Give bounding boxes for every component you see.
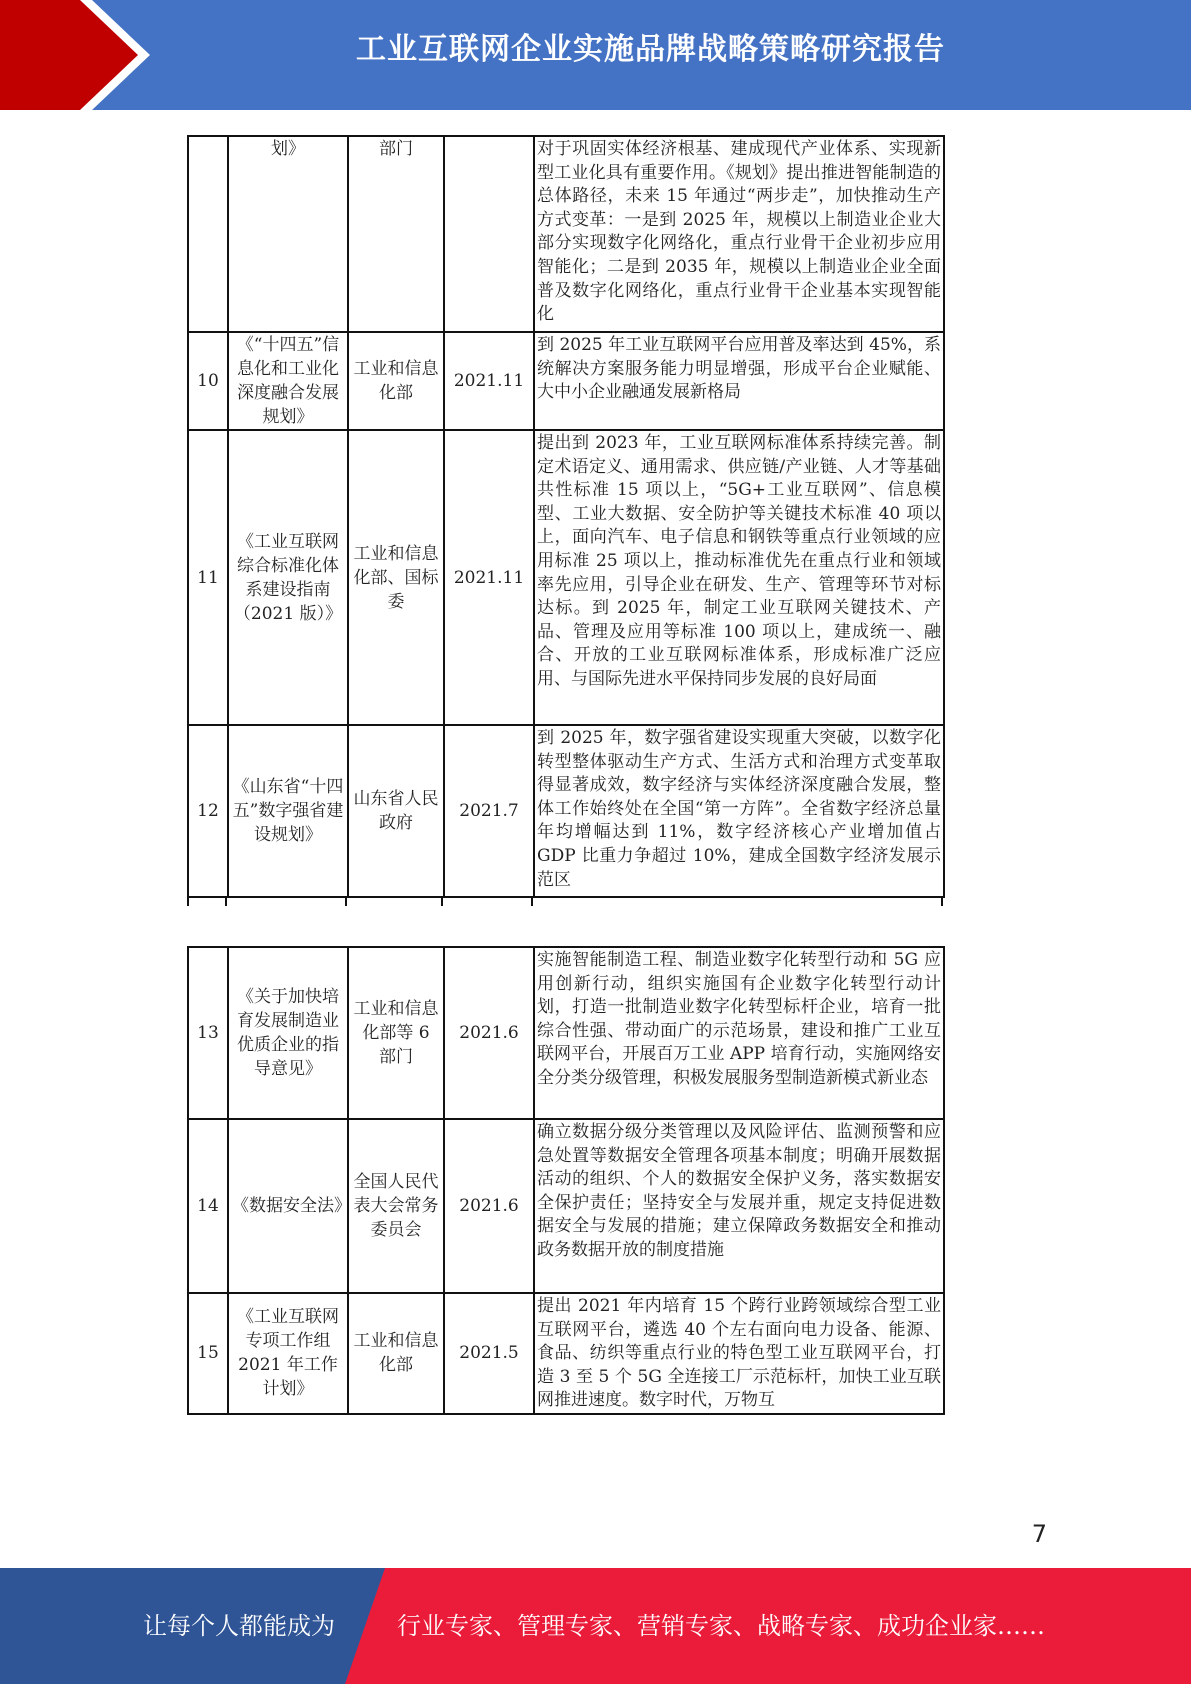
row-number: 10	[188, 332, 228, 430]
policy-date: 2021.5	[444, 1293, 534, 1414]
table-row	[188, 947, 944, 1119]
policy-department: 全国人民代表大会常务委员会	[348, 1119, 444, 1293]
policy-description: 到 2025 年工业互联网平台应用普及率达到 45%，系统解决方案服务能力明显增强，形成平台企业赋能、大中小企业融通发展新格局	[534, 332, 944, 430]
policy-department: 部门	[348, 136, 444, 332]
row-number: 13	[188, 947, 228, 1119]
policy-description: 到 2025 年，数字强省建设实现重大突破，以数字化转型整体驱动生产方式、生活方式和治理方式变革取得显著成效，数字经济与实体经济深度融合发展，整体工作始终处在全国“第一方阵”。全省数字经济总量年均增幅达到 11%，数字经济核心产业增加值占 GDP 比重力争超过 10%，建成全国数字经济发展示范区	[534, 725, 944, 897]
row-number: 11	[188, 430, 228, 725]
policy-name: 《数据安全法》	[228, 1119, 348, 1293]
policy-department: 工业和信息化部	[348, 1293, 444, 1414]
policy-department: 工业和信息化部等 6 部门	[348, 947, 444, 1119]
policy-department: 工业和信息化部、国标委	[348, 430, 444, 725]
policy-description: 提出到 2023 年，工业互联网标准体系持续完善。制定术语定义、通用需求、供应链/产业链、人才等基础共性标准 15 项以上，“5G+工业互联网”、信息模型、工业大数据、安全防护等关键技术标准 40 项以上，面向汽车、电子信息和钢铁等重点行业领域的应用标准 25 项以上，推动标准优先在重点行业和领域率先应用，引导企业在研发、生产、管理等环节对标达标。到 2025 年，制定工业互联网关键技术、产品、管理及应用等标准 100 项以上，建成统一、融合、开放的工业互联网标准体系，形成标准广泛应用、与国际先进水平保持同步发展的良好局面	[534, 430, 944, 725]
row-number: 15	[188, 1293, 228, 1414]
policy-date: 2021.6	[444, 1119, 534, 1293]
policy-date	[444, 136, 534, 332]
table-row	[188, 1119, 944, 1293]
policy-date: 2021.7	[444, 725, 534, 897]
policy-table-part-2	[187, 946, 945, 1415]
footer-banner	[0, 1568, 1191, 1684]
row-number: 14	[188, 1119, 228, 1293]
policy-name: 《山东省“十四五”数字强省建设规划》	[228, 725, 348, 897]
footer-slogan-left: 让每个人都能成为	[143, 1612, 335, 1640]
footer-slogan-right: 行业专家、管理专家、营销专家、战略专家、成功企业家……	[397, 1612, 1045, 1640]
policy-date: 2021.11	[444, 332, 534, 430]
policy-name: 《工业互联网专项工作组 2021 年工作计划》	[228, 1293, 348, 1414]
table-row	[188, 1293, 944, 1414]
policy-name: 《关于加快培育发展制造业优质企业的指导意见》	[228, 947, 348, 1119]
page-number: 7	[1031, 1520, 1047, 1548]
policy-department: 山东省人民政府	[348, 725, 444, 897]
policy-name: 划》	[228, 136, 348, 332]
header-banner	[0, 0, 1191, 110]
policy-name: 《工业互联网综合标准化体系建设指南（2021 版）》	[228, 430, 348, 725]
table-row	[188, 725, 944, 897]
table-row-continued	[188, 136, 944, 332]
policy-date: 2021.6	[444, 947, 534, 1119]
policy-department: 工业和信息化部	[348, 332, 444, 430]
policy-table-part-1	[187, 135, 945, 898]
table-row	[188, 332, 944, 430]
policy-date: 2021.11	[444, 430, 534, 725]
table-row	[188, 430, 944, 725]
policy-description: 确立数据分级分类管理以及风险评估、监测预警和应急处置等数据安全管理各项基本制度；明确开展数据活动的组织、个人的数据安全保护义务，落实数据安全保护责任；坚持安全与发展并重，规定支持促进数据安全与发展的措施；建立保障政务数据安全和推动政务数据开放的制度措施	[534, 1119, 944, 1293]
policy-name: 《“十四五”信息化和工业化深度融合发展规划》	[228, 332, 348, 430]
header-chevron-decoration	[0, 0, 150, 110]
policy-description: 提出 2021 年内培育 15 个跨行业跨领域综合型工业互联网平台，遴选 40 个左右面向电力设备、能源、食品、纺织等重点行业的特色型工业互联网平台，打造 3 至 5 个 5G 全连接工厂示范标杆，加快工业互联网推进速度。数字时代，万物互	[534, 1293, 944, 1414]
table-continuation-lines	[187, 898, 943, 906]
row-number	[188, 136, 228, 332]
document-title: 工业互联网企业实施品牌战略策略研究报告	[356, 32, 945, 67]
policy-description: 实施智能制造工程、制造业数字化转型行动和 5G 应用创新行动，组织实施国有企业数字化转型行动计划，打造一批制造业数字化转型标杆企业，培育一批综合性强、带动面广的示范场景，建设和推广工业互联网平台，开展百万工业 APP 培育行动，实施网络安全分类分级管理，积极发展服务型制造新模式新业态	[534, 947, 944, 1119]
policy-description: 对于巩固实体经济根基、建成现代产业体系、实现新型工业化具有重要作用。《规划》提出推进智能制造的总体路径，未来 15 年通过“两步走”，加快推动生产方式变革：一是到 2025 年，规模以上制造业企业大部分实现数字化网络化，重点行业骨干企业初步应用智能化；二是到 2035 年，规模以上制造业企业全面普及数字化网络化，重点行业骨干企业基本实现智能化	[534, 136, 944, 332]
row-number: 12	[188, 725, 228, 897]
